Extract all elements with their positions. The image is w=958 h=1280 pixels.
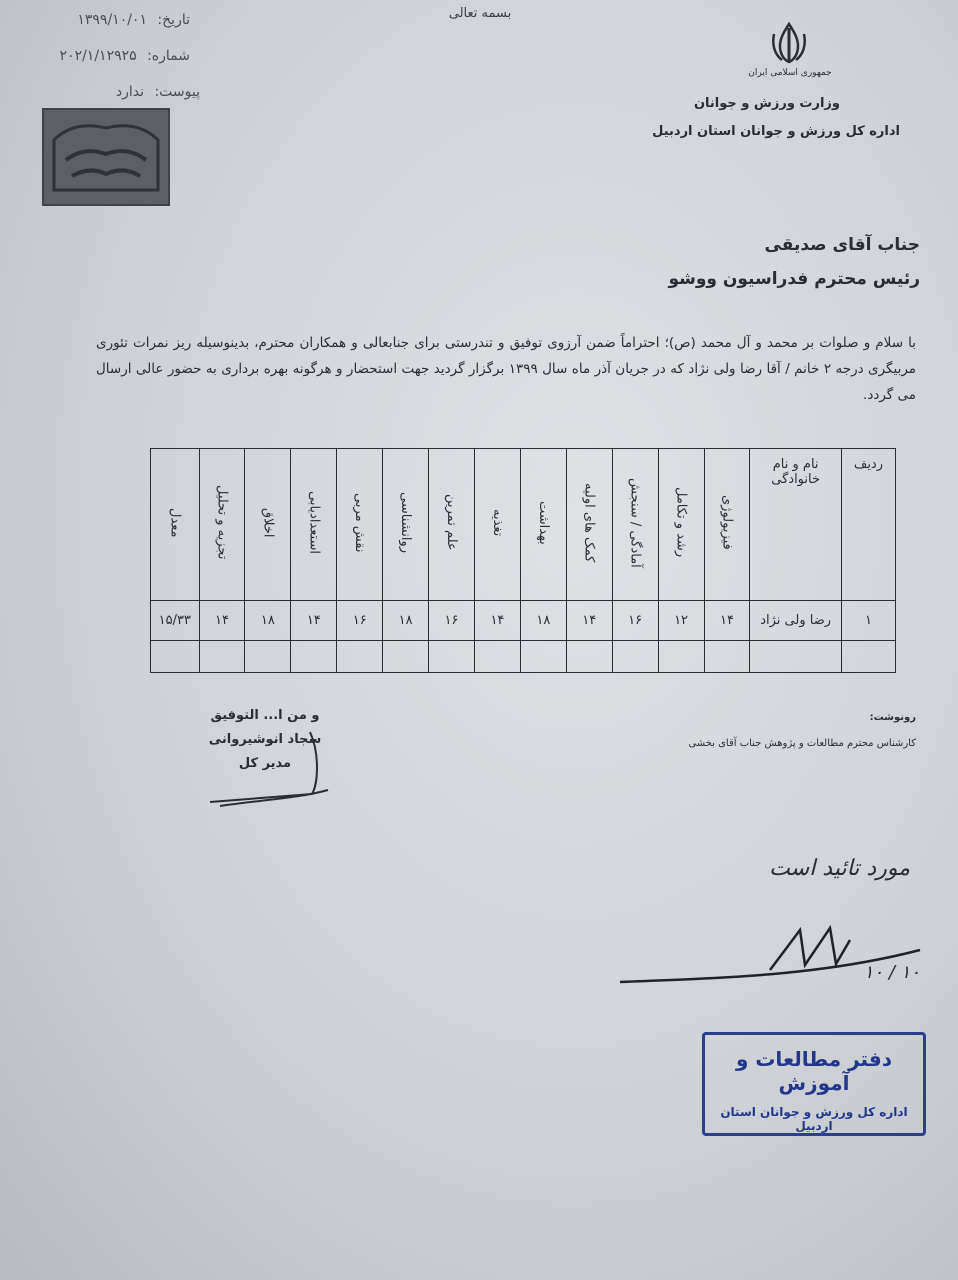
table-cell: ۱۵/۳۳	[151, 601, 200, 641]
ministry-name: وزارت ورزش و جوانان	[693, 96, 840, 111]
handwritten-note: مورد تائید است	[769, 856, 910, 881]
table-cell: ۱	[841, 601, 895, 641]
table-header-cell: علم تمرین	[429, 449, 475, 601]
signature-scribble-icon	[200, 724, 340, 814]
department-name: اداره کل ورزش و جوانان استان اردبیل	[652, 124, 900, 139]
grades-table	[150, 448, 896, 673]
table-header-cell: معدل	[151, 449, 200, 601]
table-header-cell: فیزیولوژی	[704, 449, 750, 601]
table-cell: ۱۸	[383, 601, 429, 641]
table-row-empty	[151, 641, 896, 673]
signer-title: مدیر کل	[238, 756, 292, 771]
date-value: ۱۳۹۹/۱۰/۰۱	[77, 12, 147, 28]
table-header-cell: اخلاق	[245, 449, 291, 601]
table-cell: رضا ولی نژاد	[750, 601, 841, 641]
basmala: بسمه تعالی	[448, 6, 512, 21]
table-cell: ۱۲	[658, 601, 704, 641]
letter-body: با سلام و صلوات بر محمد و آل محمد (ص)؛ احتراماً ضمن آرزوی توفیق و تندرستی برای جنابعالی و همکاران محترم، بدینوسیله ریز نمرات تئوری مربیگری درجه ۲ خانم / آقا رضا ولی نژاد که در جریان آذر ماه سال ۱۳۹۹ برگزار گردید جهت استحضار و هرگونه بهره برداری به حضور عالی ارسال می گردد.	[96, 335, 917, 403]
attachment-value: ندارد	[115, 84, 144, 100]
table-header-cell: نام و نام خانوادگی	[750, 449, 841, 601]
table-cell: ۱۴	[704, 601, 750, 641]
table-cell: ۱۶	[337, 601, 383, 641]
table-cell: ۱۴	[566, 601, 612, 641]
table-cell: ۱۸	[245, 601, 291, 641]
table-cell: ۱۴	[474, 601, 520, 641]
table-header-cell: روانشناسی	[383, 449, 429, 601]
table-header-cell: نقش مربی	[337, 449, 383, 601]
attachment-line	[90, 84, 200, 100]
table-cell: ۱۶	[429, 601, 475, 641]
table-cell: ۱۴	[291, 601, 337, 641]
addressee	[500, 228, 920, 296]
table-header-cell: تجزیه و تحلیل	[199, 449, 245, 601]
table-header-cell: رشد و تکامل	[658, 449, 704, 601]
table-header-row	[151, 449, 896, 601]
date-line	[40, 12, 190, 28]
number-line	[40, 48, 190, 64]
date-label: تاریخ:	[157, 12, 190, 28]
table-header-cell: تغذیه	[474, 449, 520, 601]
stamp-title: دفتر مطالعات و آموزش	[735, 1047, 893, 1095]
handwritten-date: ۱۰ / ۱۰	[863, 962, 920, 983]
gov-name: جمهوری اسلامی ایران	[748, 68, 832, 78]
stamp-subtitle: اداره کل ورزش و جوانان استان اردبیل	[720, 1105, 908, 1133]
table-header-cell: استعدادیابی	[291, 449, 337, 601]
table-header-cell: بهداشت	[520, 449, 566, 601]
attachment-label: پیوست:	[154, 84, 200, 100]
classification-mark	[42, 108, 170, 206]
table-row	[151, 601, 896, 641]
table-header-cell: آمادگی / سنجش	[612, 449, 658, 601]
table-header-cell: کمک های اولیه	[566, 449, 612, 601]
table-header-cell: ردیف	[841, 449, 895, 601]
iran-emblem-icon	[766, 20, 812, 66]
number-label: شماره:	[147, 48, 190, 64]
closing-phrase: و من ا... التوفیق	[210, 708, 320, 723]
addressee-title: رئیس محترم فدراسیون ووشو	[668, 269, 920, 289]
number-value: ۲۰۲/۱/۱۲۹۲۵	[59, 48, 137, 64]
signer-name: سجاد انوشیروانی	[208, 732, 322, 747]
addressee-name: جناب آقای صدیقی	[764, 235, 920, 255]
table-cell: ۱۴	[199, 601, 245, 641]
handwritten-signature-icon	[600, 920, 940, 1000]
cc-body: کارشناس محترم مطالعات و پژوهش جناب آقای بخشی	[688, 738, 916, 749]
table-cell: ۱۸	[520, 601, 566, 641]
cc-title: رونوشت:	[869, 712, 916, 723]
office-stamp	[702, 1032, 926, 1136]
table-cell: ۱۶	[612, 601, 658, 641]
